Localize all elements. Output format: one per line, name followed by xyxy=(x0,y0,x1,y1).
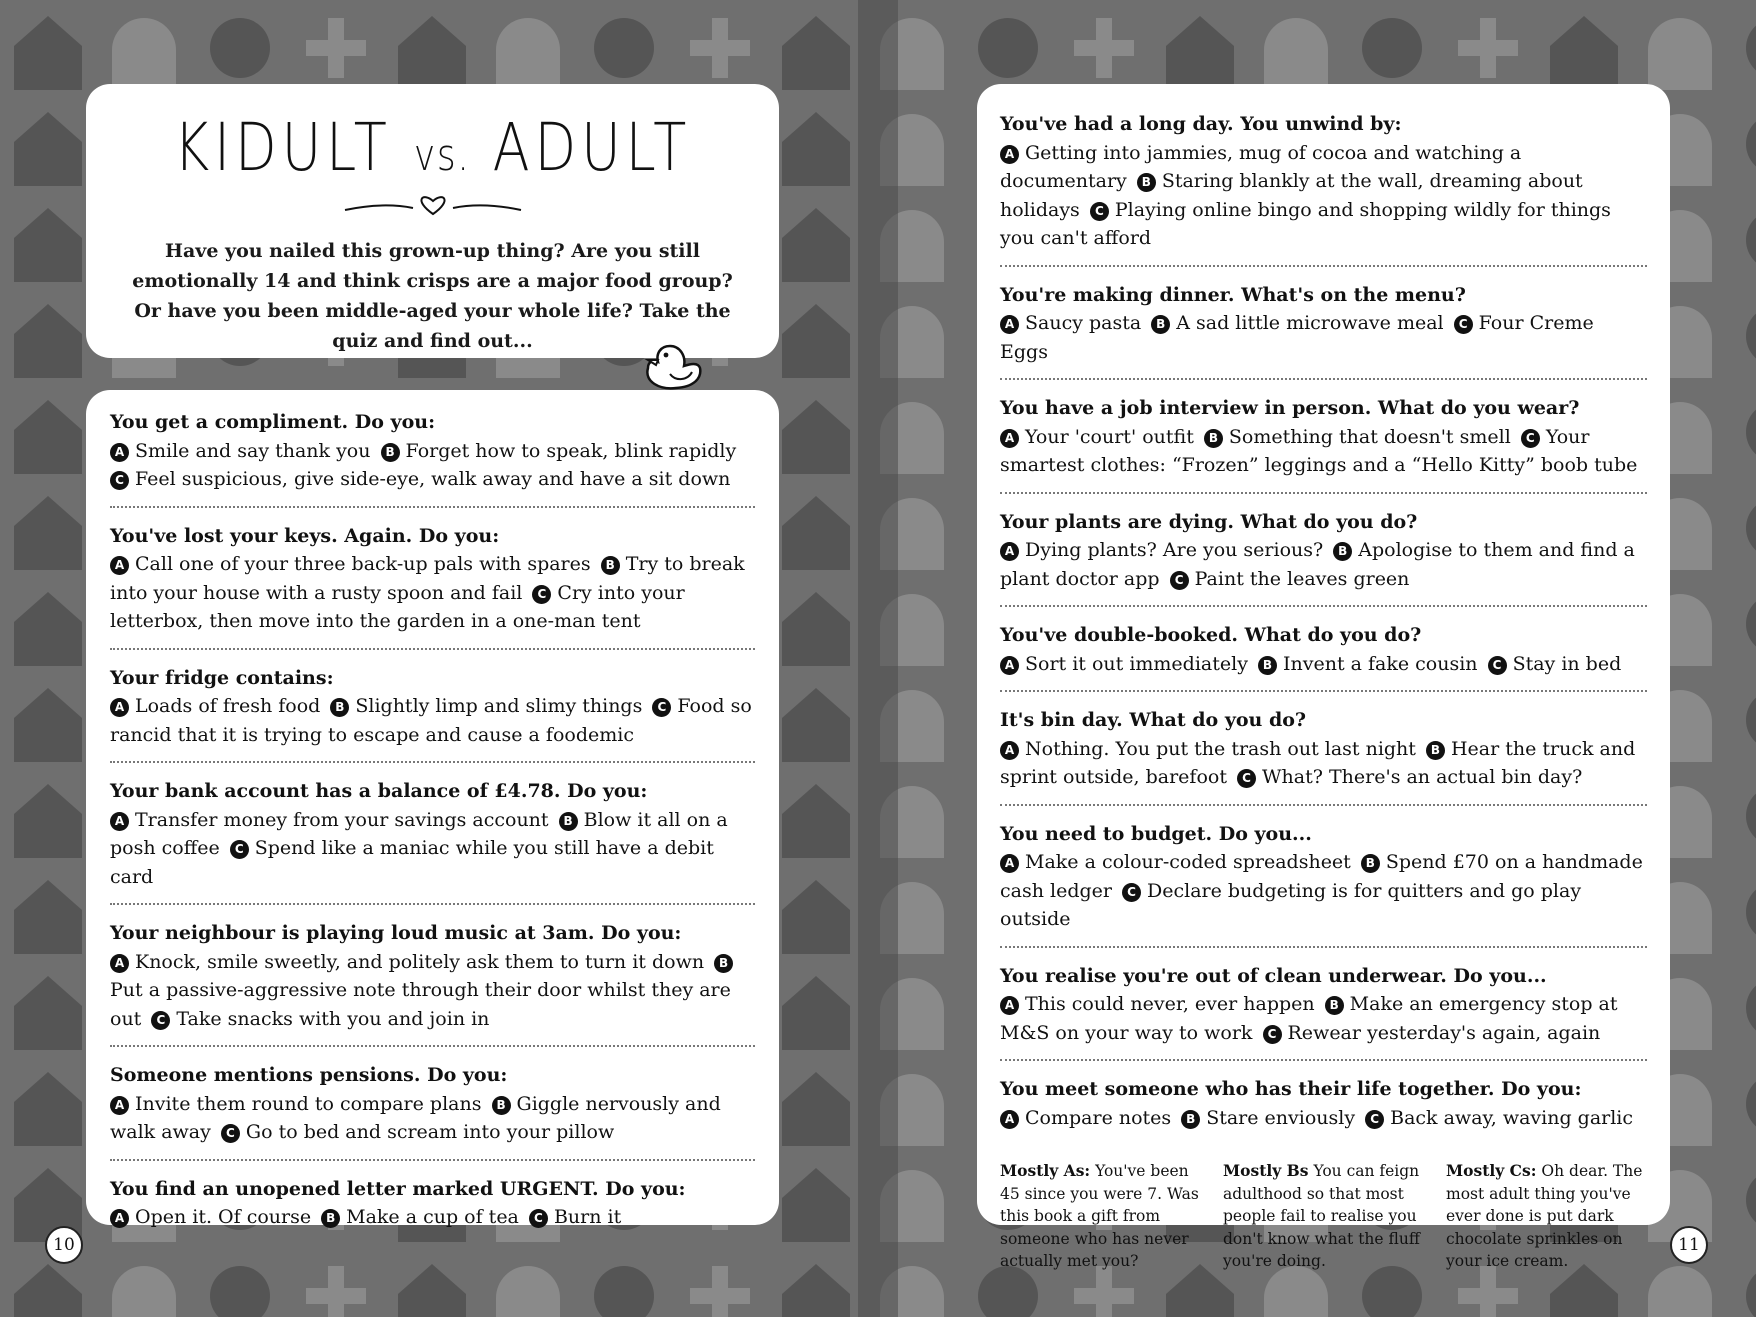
answer-option: Hear the truck and sprint outside, barefoot xyxy=(1000,737,1636,788)
quiz-question xyxy=(1000,820,1647,948)
option-letter-badge: B xyxy=(601,556,620,575)
answer-options xyxy=(110,692,755,749)
question-text: You've double-booked. What do you do? xyxy=(1000,624,1422,646)
quiz-question xyxy=(1000,110,1647,267)
result-label: Mostly Bs xyxy=(1223,1161,1309,1180)
quiz-question xyxy=(1000,621,1647,692)
answer-option: Blow it all on a posh coffee xyxy=(110,808,728,859)
question-text: Your fridge contains: xyxy=(110,666,334,689)
result-label: Mostly Cs: xyxy=(1446,1161,1537,1180)
result-block xyxy=(1446,1160,1647,1273)
title-kidult: KIDULT xyxy=(173,109,392,186)
answer-option: Try to break into your house with a rusty spoon and fail xyxy=(110,553,745,604)
option-letter-badge: B xyxy=(1426,741,1445,760)
option-letter-badge: A xyxy=(110,954,129,973)
answer-option: Call one of your three back-up pals with spares xyxy=(135,553,591,575)
answer-options xyxy=(1000,990,1647,1047)
answer-option: Your smartest clothes: “Frozen” leggings and a “Hello Kitty” boob tube xyxy=(1000,425,1638,476)
question-text: Your plants are dying. What do you do? xyxy=(1000,510,1418,533)
title-vs: vs. xyxy=(413,130,471,181)
answer-option: Burn it xyxy=(553,1206,622,1228)
answer-option: Declare budgeting is for quitters and go play outside xyxy=(1000,879,1582,930)
question-text: It's bin day. What do you do? xyxy=(1000,709,1307,731)
answer-option: Forget how to speak, blink rapidly xyxy=(405,439,737,462)
question-text: You've had a long day. You unwind by: xyxy=(1000,113,1402,135)
answer-options xyxy=(1000,309,1647,366)
option-letter-badge: A xyxy=(1000,1110,1019,1129)
answer-option: Feel suspicious, give side-eye, walk away and have a sit down xyxy=(135,468,731,490)
question-text: Someone mentions pensions. Do you: xyxy=(110,1064,508,1086)
heart-flourish-icon xyxy=(343,192,523,218)
option-letter-badge: C xyxy=(151,1011,170,1030)
answer-option: Four Creme Eggs xyxy=(1000,312,1594,363)
answer-option: Stay in bed xyxy=(1512,652,1622,675)
answer-option: Stare enviously xyxy=(1206,1106,1356,1129)
quiz-question xyxy=(1000,1075,1647,1144)
answer-option: Back away, waving garlic xyxy=(1390,1106,1634,1129)
circle-shape xyxy=(210,18,270,78)
option-letter-badge: A xyxy=(1000,315,1019,334)
option-letter-badge: B xyxy=(1181,1110,1200,1129)
arch-shape xyxy=(1264,18,1328,90)
quiz-question xyxy=(1000,508,1647,608)
quiz-question xyxy=(110,522,755,650)
circle-shape xyxy=(594,18,654,78)
option-letter-badge: C xyxy=(1237,769,1256,788)
quiz-question xyxy=(1000,706,1647,806)
answer-option: Dying plants? Are you serious? xyxy=(1025,539,1324,561)
question-text: You find an unopened letter marked URGENT. Do you: xyxy=(110,1177,686,1200)
option-letter-badge: A xyxy=(1000,542,1019,561)
answer-option: Sort it out immediately xyxy=(1025,652,1248,675)
option-letter-badge: B xyxy=(1137,173,1156,192)
quiz-question xyxy=(110,777,755,905)
answer-options xyxy=(110,1090,755,1147)
option-letter-badge: C xyxy=(110,471,129,490)
arch-shape xyxy=(496,18,560,90)
answer-options xyxy=(1000,423,1647,480)
option-letter-badge: A xyxy=(1000,854,1019,873)
answer-option: Compare notes xyxy=(1025,1106,1172,1129)
answer-option: Go to bed and scream into your pillow xyxy=(245,1121,615,1143)
title-adult: ADULT xyxy=(492,109,692,186)
option-letter-badge: C xyxy=(529,1209,548,1228)
answer-options xyxy=(1000,735,1647,792)
question-text: You're making dinner. What's on the menu? xyxy=(1000,283,1466,306)
question-text: You have a job interview in person. What do you wear? xyxy=(1000,397,1580,419)
option-letter-badge: B xyxy=(1151,315,1170,334)
answer-option: Take snacks with you and join in xyxy=(176,1007,490,1030)
question-text: You need to budget. Do you... xyxy=(1000,822,1312,845)
quiz-question xyxy=(110,664,755,764)
option-letter-badge: C xyxy=(230,840,249,859)
answer-options xyxy=(110,806,755,892)
rubber-duck-icon xyxy=(640,338,706,392)
option-letter-badge: B xyxy=(1361,854,1380,873)
answer-option: Staring blankly at the wall, dreaming about holidays xyxy=(1000,170,1583,221)
answer-option: Food so rancid that it is trying to escape and cause a foodemic xyxy=(110,695,752,746)
answer-option: Playing online bingo and shopping wildly for things you can't afford xyxy=(1000,198,1611,249)
result-text: You've been 45 since you were 7. Was this book a gift from someone who has never actually met you? xyxy=(1000,1162,1199,1270)
answer-option: This could never, ever happen xyxy=(1025,993,1315,1015)
option-letter-badge: A xyxy=(1000,429,1019,448)
option-letter-badge: C xyxy=(1263,1025,1282,1044)
option-letter-badge: A xyxy=(110,812,129,831)
option-letter-badge: B xyxy=(1204,429,1223,448)
option-letter-badge: B xyxy=(321,1209,340,1228)
answer-options xyxy=(110,948,755,1034)
answer-option: Spend like a maniac while you still have a debit card xyxy=(110,837,714,888)
option-letter-badge: C xyxy=(1122,883,1141,902)
option-letter-badge: A xyxy=(1000,996,1019,1015)
answer-options xyxy=(1000,848,1647,934)
quiz-question xyxy=(110,1061,755,1161)
answer-option: Knock, smile sweetly, and politely ask them to turn it down xyxy=(135,950,705,973)
option-letter-badge: B xyxy=(714,954,733,973)
answer-options xyxy=(1000,1104,1647,1133)
answer-option: Make a colour-coded spreadsheet xyxy=(1025,851,1351,873)
results-section xyxy=(1000,1158,1647,1273)
question-text: You get a compliment. Do you: xyxy=(110,411,436,433)
option-letter-badge: C xyxy=(1521,429,1540,448)
title-panel xyxy=(86,84,779,358)
answer-option: Your 'court' outfit xyxy=(1025,425,1194,448)
option-letter-badge: A xyxy=(110,698,129,717)
option-letter-badge: B xyxy=(330,698,349,717)
option-letter-badge: C xyxy=(221,1124,240,1143)
page-title xyxy=(148,110,716,186)
question-text: Your neighbour is playing loud music at 3am. Do you: xyxy=(110,922,682,944)
question-text: You meet someone who has their life together. Do you: xyxy=(1000,1078,1582,1100)
answer-option: Open it. Of course xyxy=(135,1206,312,1228)
answer-option: Invite them round to compare plans xyxy=(135,1092,482,1115)
answer-option: Getting into jammies, mug of cocoa and watching a documentary xyxy=(1000,141,1522,192)
answer-option: Giggle nervously and walk away xyxy=(110,1092,721,1143)
question-text: Your bank account has a balance of £4.78. Do you: xyxy=(110,780,648,802)
option-letter-badge: C xyxy=(1090,202,1109,221)
answer-options xyxy=(110,437,755,494)
option-letter-badge: A xyxy=(1000,656,1019,675)
option-letter-badge: B xyxy=(1333,542,1352,561)
answer-option: Transfer money from your savings account xyxy=(135,808,549,831)
answer-options xyxy=(1000,536,1647,593)
answer-options xyxy=(1000,139,1647,253)
answer-option: Something that doesn't smell xyxy=(1228,425,1511,448)
quiz-question xyxy=(1000,281,1647,381)
answer-options xyxy=(110,550,755,636)
quiz-question xyxy=(110,919,755,1047)
quiz-question xyxy=(110,1175,755,1244)
option-letter-badge: C xyxy=(1488,656,1507,675)
option-letter-badge: B xyxy=(381,443,400,462)
result-block xyxy=(1000,1160,1201,1273)
answer-option: Loads of fresh food xyxy=(135,695,321,717)
arch-shape xyxy=(112,18,176,90)
result-label: Mostly As: xyxy=(1000,1161,1091,1180)
quiz-question xyxy=(1000,394,1647,494)
question-text: You realise you're out of clean underwear. Do you... xyxy=(1000,964,1547,987)
answer-option: Make a cup of tea xyxy=(346,1206,519,1228)
circle-shape xyxy=(978,18,1038,78)
answer-option: Rewear yesterday's again, again xyxy=(1287,1021,1601,1044)
answer-option: A sad little microwave meal xyxy=(1176,312,1444,334)
circle-shape xyxy=(1362,18,1422,78)
result-block xyxy=(1223,1160,1424,1273)
answer-option: Smile and say thank you xyxy=(135,439,371,462)
answer-option: What? There's an actual bin day? xyxy=(1262,766,1583,788)
answer-options xyxy=(110,1203,755,1232)
answer-option: Apologise to them and find a plant doctor app xyxy=(1000,539,1635,590)
option-letter-badge: A xyxy=(110,443,129,462)
page-number-left: 10 xyxy=(45,1226,83,1264)
answer-option: Cry into your letterbox, then move into the garden in a one-man tent xyxy=(110,581,685,632)
option-letter-badge: C xyxy=(1170,571,1189,590)
page-number-right: 11 xyxy=(1670,1226,1708,1264)
intro-text: Have you nailed this grown-up thing? Are you still emotionally 14 and think crisps are a major food group? Or have you been middle-aged your whole life? Take the quiz and find out... xyxy=(132,239,733,352)
answer-option: Invent a fake cousin xyxy=(1282,652,1478,675)
option-letter-badge: A xyxy=(1000,741,1019,760)
option-letter-badge: C xyxy=(1454,315,1473,334)
option-letter-badge: B xyxy=(559,812,578,831)
option-letter-badge: A xyxy=(1000,145,1019,164)
answer-option: Paint the leaves green xyxy=(1194,567,1410,590)
option-letter-badge: C xyxy=(1365,1110,1384,1129)
answer-option: Make an emergency stop at M&S on your way to work xyxy=(1000,993,1618,1044)
quiz-question xyxy=(110,408,755,508)
result-text: You can feign adulthood so that most people fail to realise you don't know what the fluff you're doing. xyxy=(1223,1162,1420,1270)
book-spine-shadow xyxy=(858,0,898,1317)
option-letter-badge: C xyxy=(532,585,551,604)
answer-option: Nothing. You put the trash out last night xyxy=(1025,737,1416,760)
right-question-list xyxy=(1000,110,1647,1144)
answer-option: Put a passive-aggressive note through their door whilst they are out xyxy=(110,979,731,1030)
question-text: You've lost your keys. Again. Do you: xyxy=(110,524,500,547)
answer-option: Slightly limp and slimy things xyxy=(355,695,643,717)
option-letter-badge: B xyxy=(1325,996,1344,1015)
option-letter-badge: A xyxy=(110,1096,129,1115)
answer-options xyxy=(1000,650,1647,679)
left-quiz-panel xyxy=(86,390,779,1228)
quiz-question xyxy=(1000,962,1647,1062)
option-letter-badge: A xyxy=(110,556,129,575)
option-letter-badge: B xyxy=(1258,656,1277,675)
answer-option: Spend £70 on a handmade cash ledger xyxy=(1000,851,1643,902)
result-text: Oh dear. The most adult thing you've ever done is put dark chocolate sprinkles on your ice cream. xyxy=(1446,1162,1643,1270)
arch-shape xyxy=(1648,18,1712,90)
option-letter-badge: A xyxy=(110,1209,129,1228)
right-quiz-panel xyxy=(977,84,1670,1270)
answer-option: Saucy pasta xyxy=(1025,312,1142,334)
option-letter-badge: C xyxy=(652,698,671,717)
option-letter-badge: B xyxy=(492,1096,511,1115)
